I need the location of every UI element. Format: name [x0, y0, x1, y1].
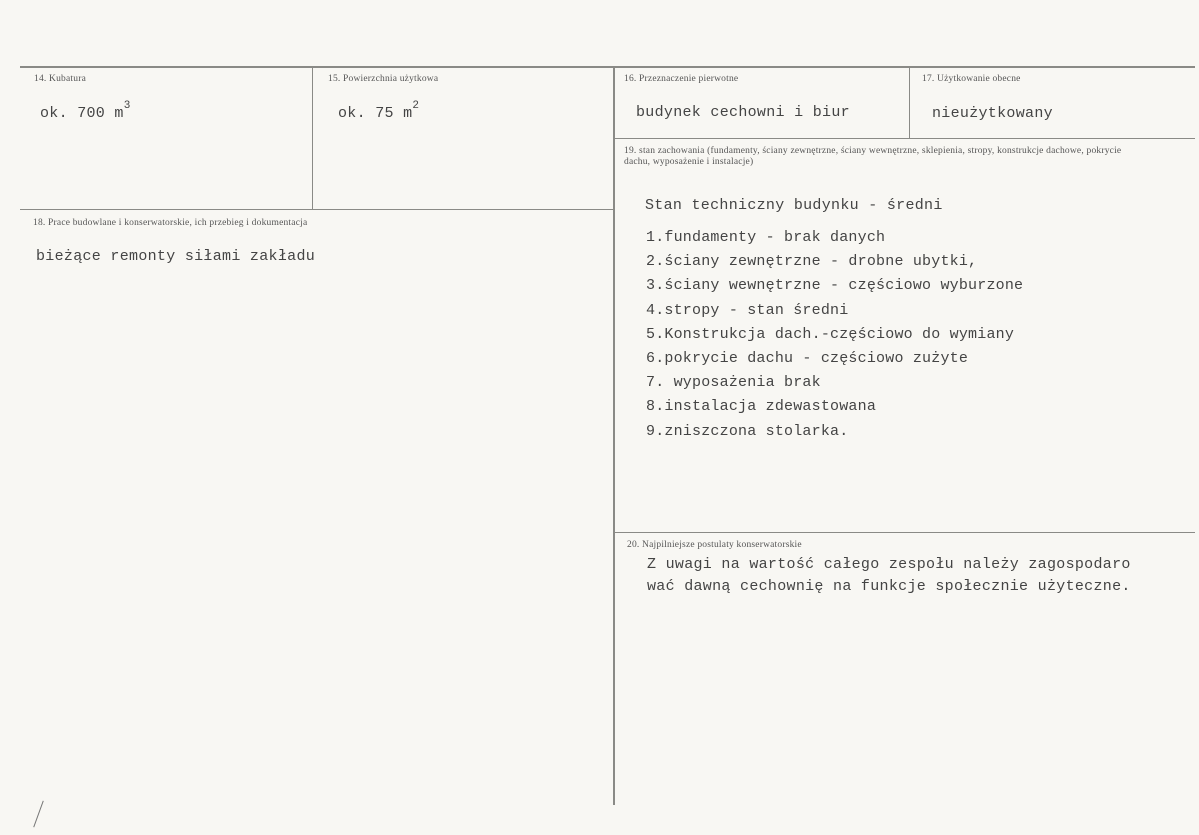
divider-14-15 [312, 68, 313, 209]
pen-mark [33, 801, 44, 828]
field-15-value: ok. 75 $m^2$ [338, 100, 420, 122]
condition-item: 3.ściany wewnętrzne - częściowo wyburzone [646, 277, 1024, 295]
condition-item: 1.fundamenty - brak danych [646, 229, 886, 246]
field-17-value: nieużytkowany [932, 105, 1053, 122]
condition-list [646, 228, 1023, 446]
rule-under-16-17 [614, 138, 1195, 139]
condition-item: 4.stropy - stan średni [646, 301, 849, 319]
field-20-line-1: Z uwagi na wartość całego zespołu należy zagospodaro [647, 556, 1131, 573]
field-20-line-2: wać dawną cechownię na funkcje społecznie użyteczne. [647, 578, 1131, 595]
field-19-heading: Stan techniczny budynku - średni [645, 197, 943, 214]
field-18-label: 18. Prace budowlane i konserwatorskie, ich przebieg i dokumentacja [33, 218, 308, 228]
field-14-value: ok. 700 $m^3$ [40, 100, 131, 122]
field-16-label: 16. Przeznaczenie pierwotne [624, 74, 739, 84]
condition-item: 2.ściany zewnętrzne - drobne ubytki, [646, 253, 978, 271]
condition-item: 9.zniszczona stolarka. [646, 422, 849, 440]
condition-item: 7. wyposażenia brak [646, 374, 821, 392]
field-14-label: 14. Kubatura [34, 74, 86, 84]
condition-item: 6.pokrycie dachu - częściowo zużyte [646, 349, 969, 367]
field-20-label: 20. Najpilniejsze postulaty konserwatorskie [627, 540, 802, 550]
divider-16-17 [909, 68, 910, 138]
condition-item: 8.instalacja zdewastowana [646, 398, 877, 416]
condition-item: 5.Konstrukcja dach.-częściowo do wymiany [646, 325, 1015, 343]
top-rule [20, 66, 1195, 68]
field-18-value: bieżące remonty siłami zakładu [36, 248, 316, 265]
field-16-value: budynek cechowni i biur [636, 104, 850, 121]
field-17-label: 17. Użytkowanie obecne [922, 74, 1021, 84]
divider-left-right [613, 68, 615, 805]
rule-above-20 [614, 532, 1195, 533]
field-15-label: 15. Powierzchnia użytkowa [328, 74, 439, 84]
rule-under-14-15 [20, 209, 613, 210]
field-19-label: 19. stan zachowania (fundamenty, ściany zewnętrzne, ściany wewnętrzne, sklepienia, stropy, konstrukcje dachowe, pokrycie dachu, wyposażenie i instalacje) [624, 146, 1122, 167]
